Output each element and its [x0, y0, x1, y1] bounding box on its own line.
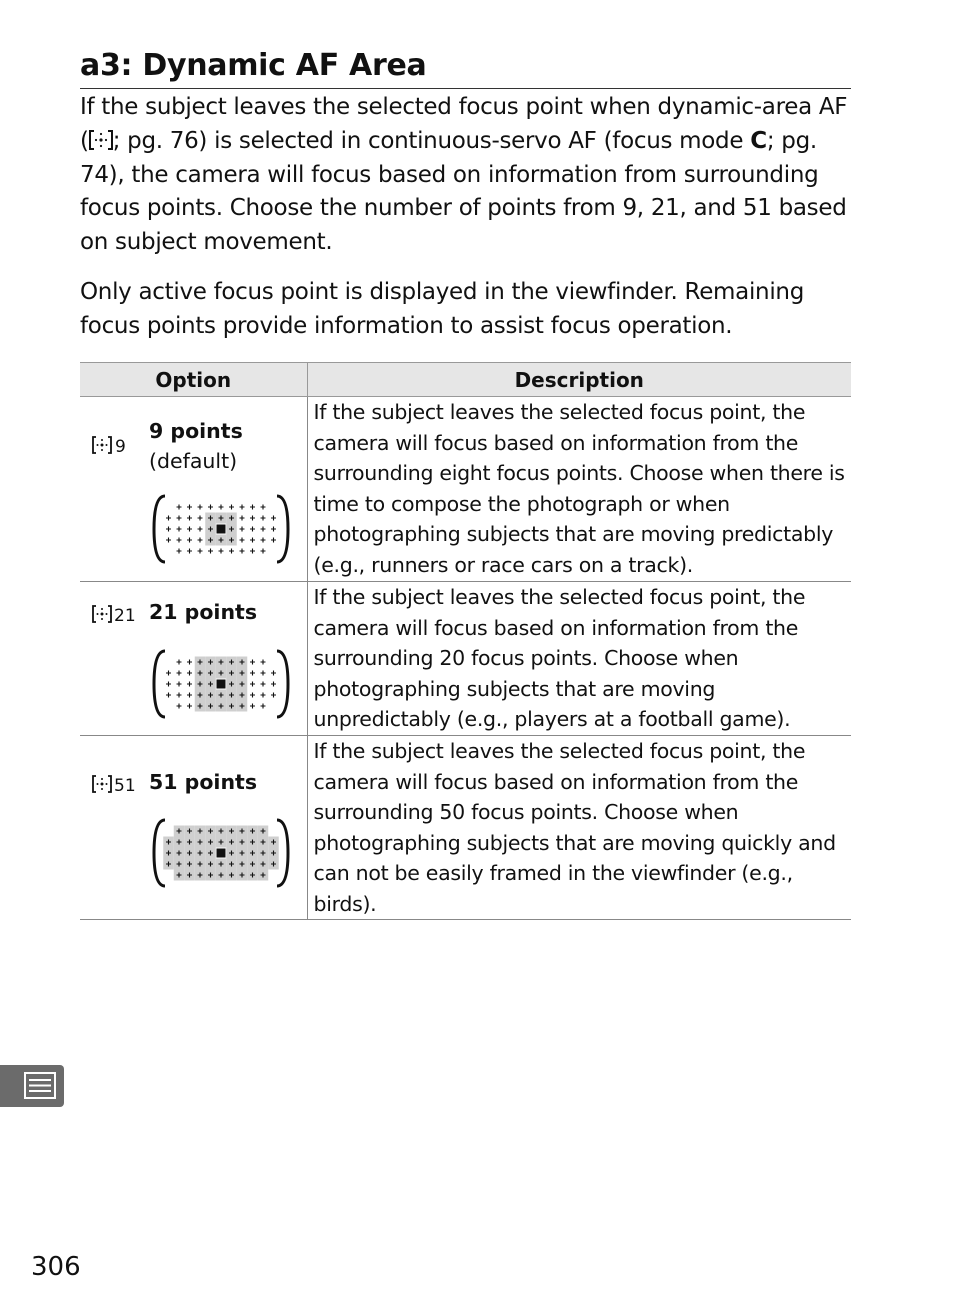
focus-point-mark — [187, 527, 192, 532]
focus-point-mark — [177, 538, 182, 543]
intro-text-3: ; pg. 74), the camera will focus based on information from surrounding focus points. Choose the number of points from 9, 21, and 51 based on subject movement. — [80, 127, 847, 256]
focus-point-mark — [166, 516, 171, 521]
focus-point-mark — [271, 682, 276, 687]
focus-point-mark — [187, 505, 192, 510]
focus-point-mark — [177, 549, 182, 554]
focus-point-mark — [271, 538, 276, 543]
focus-point-mark — [229, 549, 234, 554]
focus-point-mark — [187, 549, 192, 554]
focus-point-mark — [187, 538, 192, 543]
selected-focus-point — [217, 849, 226, 858]
intro-text-1: If the subject leaves the selected focus point when dynamic-area AF ( — [80, 94, 848, 154]
focus-point-mark — [271, 671, 276, 676]
focus-point-mark — [208, 505, 213, 510]
page-title: a3: Dynamic AF Area — [80, 46, 851, 89]
focus-point-mark — [166, 527, 171, 532]
option-cell — [80, 736, 307, 920]
focus-point-mark — [187, 704, 192, 709]
focus-point-mark — [198, 516, 203, 521]
focus-point-mark — [177, 704, 182, 709]
focus-point-mark — [250, 538, 255, 543]
option-label: 21 points — [149, 600, 258, 624]
focus-point-mark — [177, 682, 182, 687]
focus-point-mark — [240, 505, 245, 510]
focus-point-mark — [198, 527, 203, 532]
focus-point-mark — [177, 693, 182, 698]
custom-settings-tab — [0, 1065, 64, 1107]
focus-point-mark — [229, 505, 234, 510]
intro-paragraph — [80, 91, 851, 260]
focus-point-mark — [261, 549, 266, 554]
focus-point-mark — [250, 704, 255, 709]
focus-point-mark — [250, 660, 255, 665]
table-row — [80, 736, 851, 920]
option-label: 9 points (default) — [149, 419, 243, 473]
focus-point-mark — [166, 671, 171, 676]
selected-focus-point — [217, 680, 226, 689]
dynamic-area-21-icon — [92, 604, 142, 628]
focus-point-mark — [261, 682, 266, 687]
focus-point-mark — [208, 549, 213, 554]
focus-point-mark — [240, 516, 245, 521]
focus-point-mark — [261, 516, 266, 521]
focus-point-mark — [177, 505, 182, 510]
focus-point-mark — [250, 682, 255, 687]
header-description: Description — [307, 363, 851, 397]
option-description: If the subject leaves the selected focus point, the camera will focus based on information from the surrounding 20 focus points. Choose when photographing subjects that are moving unpredictably (e.g., players at a football game). — [307, 582, 851, 736]
option-label: 51 points — [149, 770, 258, 794]
intro-text-2: ; pg. 76) is selected in continuous-servo AF (focus mode — [112, 127, 751, 154]
icon-number: 21 — [114, 606, 136, 624]
focus-point-mark — [198, 538, 203, 543]
focus-point-mark — [240, 549, 245, 554]
focus-point-mark — [261, 704, 266, 709]
focus-point-mark — [271, 693, 276, 698]
focus-point-mark — [250, 693, 255, 698]
table-header-row — [80, 363, 851, 397]
focus-point-mark — [250, 516, 255, 521]
options-table — [80, 362, 851, 920]
focus-point-mark — [261, 671, 266, 676]
focus-point-mark — [261, 538, 266, 543]
focus-point-mark — [187, 693, 192, 698]
focus-point-mark — [198, 505, 203, 510]
focus-point-mark — [187, 516, 192, 521]
focus-point-mark — [240, 538, 245, 543]
focus-point-mark — [250, 505, 255, 510]
dynamic-area-51-icon — [92, 774, 142, 798]
focus-points-51-diagram — [151, 817, 291, 889]
option-cell — [80, 397, 307, 582]
focus-point-mark — [261, 693, 266, 698]
selected-focus-point — [217, 525, 226, 534]
page-number: 306 — [31, 1252, 81, 1282]
table-row — [80, 582, 851, 736]
focus-point-mark — [250, 671, 255, 676]
focus-point-mark — [187, 671, 192, 676]
icon-number: 51 — [114, 776, 136, 794]
dynamic-area-9-icon — [92, 435, 136, 459]
focus-point-mark — [261, 505, 266, 510]
focus-point-mark — [198, 549, 203, 554]
icon-number: 9 — [115, 437, 126, 455]
focus-point-mark — [187, 682, 192, 687]
focus-point-mark — [240, 527, 245, 532]
focus-point-mark — [177, 516, 182, 521]
focus-point-mark — [166, 538, 171, 543]
note-paragraph: Only active focus point is displayed in the viewfinder. Remaining focus points provide information to assist focus operation. — [80, 279, 804, 339]
table-row — [80, 397, 851, 582]
option-description: If the subject leaves the selected focus point, the camera will focus based on information from the surrounding eight focus points. Choose when there is time to compose the photograph or when photographing subjects that are moving predictably (e.g., runners or race cars on a track). — [307, 397, 851, 582]
focus-mode-c: C — [750, 127, 767, 154]
menu-list-icon — [0, 1065, 64, 1107]
dynamic-area-af-icon — [89, 129, 113, 151]
focus-point-mark — [219, 505, 224, 510]
focus-point-mark — [177, 660, 182, 665]
focus-point-mark — [166, 693, 171, 698]
focus-point-mark — [177, 527, 182, 532]
option-cell — [80, 582, 307, 736]
focus-point-mark — [166, 682, 171, 687]
focus-points-21-diagram — [151, 648, 291, 720]
focus-point-mark — [250, 527, 255, 532]
focus-point-mark — [177, 671, 182, 676]
focus-point-mark — [250, 549, 255, 554]
focus-point-mark — [261, 660, 266, 665]
header-option: Option — [80, 363, 307, 397]
focus-point-mark — [271, 527, 276, 532]
focus-points-9-diagram — [151, 493, 291, 565]
focus-point-mark — [219, 549, 224, 554]
focus-point-mark — [271, 516, 276, 521]
option-description: If the subject leaves the selected focus point, the camera will focus based on information from the surrounding 50 focus points. Choose when photographing subjects that are moving quickly and can not be easily framed in the viewfinder (e.g., birds). — [307, 736, 851, 920]
focus-point-mark — [187, 660, 192, 665]
focus-point-mark — [261, 527, 266, 532]
